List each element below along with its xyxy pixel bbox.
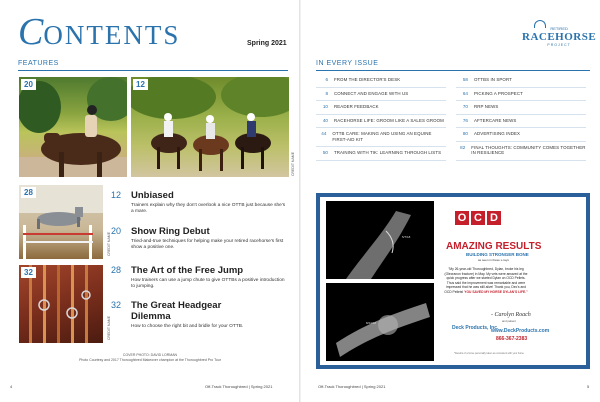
cover-credit-line-2: Photo Courtesy and 2017 Thoroughbred Makeover champion at the Thoroughbred Pro Tour <box>79 357 221 362</box>
toc-page-number: 76 <box>462 117 468 123</box>
helmet-icon <box>534 20 546 28</box>
brand-line-1: RETIRED <box>550 26 568 31</box>
left-folio-text: Off-Track Thoroughbred | Spring 2021 <box>205 384 273 389</box>
contents-title-initial: C <box>18 11 44 53</box>
cover-credit <box>60 353 240 362</box>
in-every-issue-label: IN EVERY ISSUE <box>316 60 379 67</box>
brand-line-3: PROJECT <box>547 43 571 47</box>
story-dek: Trainers explain why they don't overlook a nice OTTB just because she's a mare. <box>131 203 286 214</box>
toc-title: FINAL THOUGHTS: COMMUNITY COMES TOGETHER IN RESILIENCE <box>471 144 586 155</box>
toc-page-number: 64 <box>462 90 468 96</box>
ad-signature-sub: and patient <box>502 319 516 323</box>
toc-item[interactable] <box>316 115 446 129</box>
story-title: Show Ring Debut <box>131 226 210 237</box>
story-entry[interactable] <box>111 300 289 330</box>
toc-item[interactable] <box>316 74 446 88</box>
photo-credit: CREDIT NAME <box>291 151 295 176</box>
in-every-issue-rule <box>316 70 590 71</box>
feature-photo-free-jump <box>18 184 104 260</box>
toc-item[interactable] <box>456 142 586 161</box>
story-title: The Great Headgear Dilemma <box>131 300 222 322</box>
bone-xray-illustration <box>326 283 434 361</box>
right-folio-number: 5 <box>587 384 590 389</box>
xray-date-label: 8/24/18 <box>366 321 377 325</box>
ad-fine-print: *Results of a horse personally taken as consistent with your horse <box>454 352 524 355</box>
toc-title: READER FEEDBACK <box>334 104 379 109</box>
story-entry[interactable] <box>111 226 289 251</box>
ad-subheadline: BUILDING STRONGER BONE <box>466 252 529 257</box>
toc-title: TRAINING WITH TIK: LEARNING THROUGH LISTS <box>334 150 442 155</box>
toc-column-right <box>456 74 586 161</box>
toc-item[interactable] <box>456 115 586 129</box>
toc-page-number: 58 <box>462 77 468 82</box>
story-title: The Art of the Free Jump <box>131 265 244 276</box>
toc-page-number: 40 <box>322 117 328 123</box>
ad-phone-number[interactable]: 866-367-2383 <box>496 336 528 342</box>
story-page-number: 12 <box>111 190 122 200</box>
toc-item[interactable] <box>316 128 446 147</box>
story-dek: How to choose the right bit and bridle for your OTTB. <box>131 324 244 329</box>
photo-page-number: 12 <box>133 79 148 90</box>
story-page-number: 28 <box>111 265 122 275</box>
xray-date-label: 5/7/18 <box>402 235 411 239</box>
features-rule <box>18 70 288 71</box>
toc-page-number: 50 <box>322 150 328 155</box>
toc-page-number: 10 <box>322 104 328 109</box>
ad-testimonial-body: "My 26-year-old Thoroughbred, Dylan, broke his leg (Olecranon fracture) in May. My vets were amazed at the quick progress after we started Dylan on OCD Pellets. Thus said the improvement was remarkable and were impressed that he was still alive! Thank you, Dec's and OCD Pellets! <box>444 267 528 294</box>
features-label: FEATURES <box>18 60 59 67</box>
ad-testimonial <box>443 267 529 295</box>
left-folio-number: 4 <box>10 384 13 389</box>
toc-item[interactable] <box>316 147 446 161</box>
toc-title: FROM THE DIRECTOR'S DESK <box>334 77 401 82</box>
xray-image-after <box>326 283 434 361</box>
ad-website-link[interactable]: www.DeckProducts.com <box>491 328 550 334</box>
toc-item[interactable] <box>456 101 586 115</box>
contents-title-rest: ONTENTS <box>43 20 181 50</box>
story-dek: How trainers can use a jump chute to give OTTBs a positive introduction to jumping. <box>131 278 285 289</box>
toc-page-number: 44 <box>321 131 327 136</box>
photo-credit: CREDIT NAME <box>107 231 111 256</box>
ad-panel <box>320 197 586 365</box>
toc-title: ADVERTISING INDEX <box>474 131 521 136</box>
toc-page-number: 6 <box>325 77 328 82</box>
ad-headline: AMAZING RESULTS <box>446 241 542 252</box>
cover-credit-line-1: COVER PHOTO: DAVID LORMAN <box>122 353 178 357</box>
bone-xray-illustration <box>326 201 434 279</box>
photo-page-number: 32 <box>21 267 36 278</box>
right-folio-text: Off-Track Thoroughbred | Spring 2021 <box>318 384 386 389</box>
toc-page-number: 82 <box>460 144 466 150</box>
toc-title: OTTBS IN SPORT <box>474 77 512 82</box>
photo-page-number: 28 <box>21 187 36 198</box>
photo-credit: CREDIT NAME <box>107 315 111 340</box>
brand-line-2: RACEHORSE <box>522 31 597 43</box>
toc-item[interactable] <box>316 88 446 102</box>
toc-item[interactable] <box>456 88 586 102</box>
story-entry[interactable] <box>111 190 289 215</box>
story-page-number: 32 <box>111 300 122 310</box>
feature-photo-show-ring <box>18 76 128 178</box>
toc-title: CONNECT AND ENGAGE WITH US <box>334 90 409 96</box>
ad-caption: as seen in these x-rays <box>478 258 509 262</box>
photo-page-number: 20 <box>21 79 36 90</box>
toc-column-left <box>316 74 446 161</box>
ad-signature: - Carolyn Roach <box>491 312 531 318</box>
story-dek: Tried-and-true techniques for helping make your retired racehorse's first show a positive one. <box>131 239 284 250</box>
ocd-logo <box>455 211 501 225</box>
story-title: Unbiased <box>131 190 174 201</box>
toc-title: PICKING A PROSPECT <box>474 90 523 96</box>
ocd-letter: D <box>487 211 501 225</box>
story-entry[interactable] <box>111 265 289 290</box>
toc-title: AFTERCARE NEWS <box>474 117 517 123</box>
toc-page-number: 80 <box>462 131 468 136</box>
toc-item[interactable] <box>456 128 586 142</box>
ad-testimonial-emphasis: YOU SAVED MY HORSE DYLAN'S LIFE." <box>464 289 528 294</box>
deck-products-logo: Deck Products, Inc. <box>452 325 499 331</box>
story-page-number: 20 <box>111 226 122 236</box>
toc-title: RACEHORSE LIFE: GROOM LIKE A SALES GROOM <box>334 117 444 123</box>
toc-title: OTTB CARE: MAKING AND USING AN EQUINE FIRST-AID KIT <box>332 131 432 142</box>
polo-horses-illustration <box>131 77 290 178</box>
issue-date: Spring 2021 <box>247 40 287 47</box>
contents-title <box>18 10 180 54</box>
ocd-letter: O <box>455 211 469 225</box>
toc-item[interactable] <box>316 101 446 115</box>
toc-item[interactable] <box>456 74 586 88</box>
ocd-pellets-advertisement[interactable] <box>316 193 590 369</box>
rider-illustration <box>19 77 128 178</box>
toc-page-number: 70 <box>462 104 468 109</box>
xray-image-before <box>326 201 434 279</box>
feature-photo-headgear <box>18 264 104 344</box>
toc-title: RRP NEWS <box>474 104 499 109</box>
ocd-letter: C <box>471 211 485 225</box>
retired-racehorse-project-logo <box>522 26 596 47</box>
feature-photo-unbiased <box>130 76 290 178</box>
toc-page-number: 8 <box>325 90 328 96</box>
